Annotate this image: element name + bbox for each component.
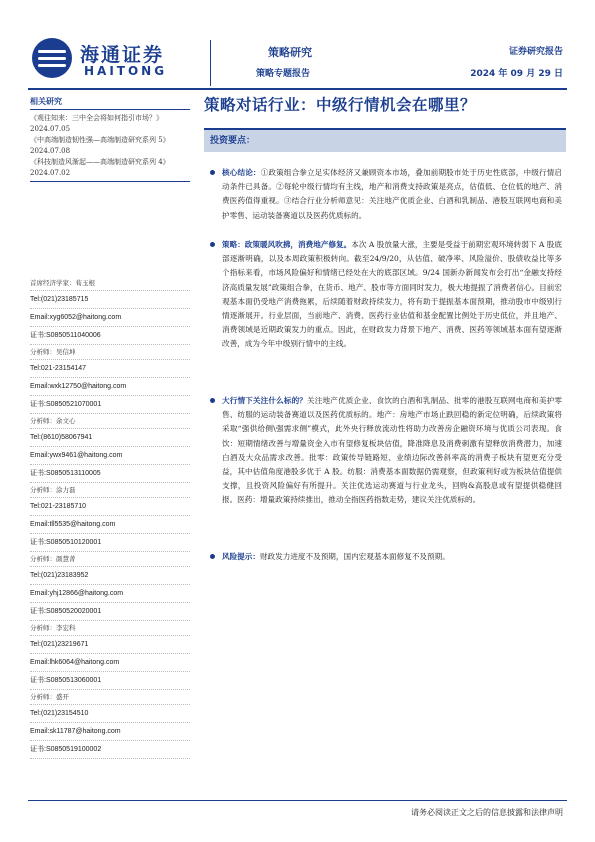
report-title: 策略对话行业：中级行情机会在哪里？ bbox=[204, 95, 477, 114]
analyst-email[interactable]: Email:sk11787@haitong.com bbox=[30, 723, 190, 741]
analyst-block bbox=[30, 621, 190, 690]
analyst-block bbox=[30, 483, 190, 552]
bullet-strategy bbox=[210, 238, 562, 352]
analyst-role: 分析师：余文心 bbox=[30, 414, 190, 429]
bullet-dot-icon bbox=[210, 554, 215, 559]
related-divider bbox=[30, 181, 190, 182]
analyst-cert: 证书:S0850513060001 bbox=[30, 672, 190, 690]
bullet-dot-icon bbox=[210, 170, 215, 175]
key-points-box bbox=[204, 128, 566, 648]
report-subcategory: 策略专题报告 bbox=[256, 69, 311, 79]
analyst-cert: 证书:S0850519100002 bbox=[30, 741, 190, 759]
analyst-role: 分析师：吴信坤 bbox=[30, 345, 190, 360]
analyst-email[interactable]: Email:xyg6052@haitong.com bbox=[30, 309, 190, 327]
report-type: 证券研究报告 bbox=[508, 47, 563, 57]
bullet-stock-focus bbox=[210, 394, 562, 508]
bullet-core-conclusion bbox=[210, 166, 562, 223]
analyst-email[interactable]: Email:tll5535@haitong.com bbox=[30, 516, 190, 534]
footer-rule bbox=[28, 800, 567, 801]
analyst-tel: Tel:021-23154147 bbox=[30, 360, 190, 378]
bullet-body: 财政发力进度不及预期，国内宏观基本面修复不及预期。 bbox=[259, 552, 450, 561]
analyst-cert: 证书:S0850521070001 bbox=[30, 396, 190, 414]
related-item[interactable]: 《观往知来：三中全会将如何指引市场？》2024.07.05 bbox=[30, 114, 163, 133]
bullet-dot-icon bbox=[210, 398, 215, 403]
logo-english-text: HAITONG bbox=[84, 64, 168, 78]
analyst-role: 首席经济学家：荀玉根 bbox=[30, 276, 190, 291]
related-research bbox=[30, 96, 190, 182]
analyst-role: 分析师：涂力磊 bbox=[30, 483, 190, 498]
bullet-lead: 策略：政策暖风吹拂，消费地产修复。 bbox=[222, 240, 352, 249]
analyst-cert: 证书:S0850510120001 bbox=[30, 534, 190, 552]
analyst-block bbox=[30, 345, 190, 414]
logo-chinese-text: 海通证券 bbox=[80, 44, 165, 66]
header-rule bbox=[28, 88, 567, 90]
related-item[interactable]: 《中高端制造韧性强—高端制造研究系列 5》2024.07.08 bbox=[30, 136, 170, 155]
analyst-role: 分析师：李宏科 bbox=[30, 621, 190, 636]
logo-mark-icon bbox=[32, 38, 72, 78]
analyst-email[interactable]: Email:lhk6064@haitong.com bbox=[30, 654, 190, 672]
analyst-email[interactable]: Email:yhj12866@haitong.com bbox=[30, 585, 190, 603]
bullet-lead: 大行情下关注什么标的？ bbox=[222, 396, 308, 405]
analyst-tel: Tel:(021)23183952 bbox=[30, 567, 190, 585]
analyst-tel: Tel:(021)23154510 bbox=[30, 705, 190, 723]
haitong-logo bbox=[28, 36, 198, 84]
analyst-tel: Tel:021-23185710 bbox=[30, 498, 190, 516]
related-item[interactable]: 《科技制造风渐起——高端制造研究系列 4》2024.07.02 bbox=[30, 158, 170, 177]
bullet-dot-icon bbox=[210, 242, 215, 247]
related-research-title: 相关研究 bbox=[30, 96, 190, 110]
bullet-risk-warning bbox=[210, 550, 562, 564]
analyst-cert: 证书:S0850511040006 bbox=[30, 327, 190, 345]
analyst-cert: 证书:S0850513110005 bbox=[30, 465, 190, 483]
analyst-email[interactable]: Email:wxk12750@haitong.com bbox=[30, 378, 190, 396]
bullet-lead: 风险提示： bbox=[222, 552, 260, 561]
analyst-block bbox=[30, 414, 190, 483]
footer-disclaimer: 请务必阅读正文之后的信息披露和法律声明 bbox=[411, 808, 563, 817]
analyst-cert: 证书:S0850520020001 bbox=[30, 603, 190, 621]
header-divider bbox=[210, 40, 211, 86]
bullet-body: 关注地产优质企业、食饮的白酒和乳制品、批零的港股互联网电商和美护零售、纺服的运动装备赛道以及医药优质标的。地产：房地产市场止跌回稳的新定位明确，后续政策将采取“强供给侧\强需求侧”模式，此外央行释放流动性将助力改善房企融资环境与优质公司表现。食饮：短期情绪改善与增量资金入市有望修复板块估值，降准降息及消费刺激有望释放消费潜力，加速白酒及大众品需求改善。批零：政策传导链路短、业绩边际改善斜率高的消费子板块有望更充分受益，其中估值角度港股多优于 A 股。纺服：消费基本面数据仍需观察，但政策利好或为板块估值提供支撑，且投资风险偏好有所提升。关注优选运动赛道与行业龙头，回购&高股息或有望提供稳健回报。医药：增量政策持续推出，推动全指医药指数走势，建议关注优质标的。 bbox=[222, 396, 563, 505]
report-category: 策略研究 bbox=[268, 46, 312, 59]
bullet-body: ①政策组合拳立足实体经济又兼顾资本市场，叠加前期股市处于历史性底部，中级行情启动条件已具备。②每轮中级行情均有主线，地产和消费支持政策是亮点，估值低、仓位低的地产、消费医药值得重视。③结合行业分析师意见：关注地产优质企业、白酒和乳制品、港股互联网电商和美护零售、运动装备赛道以及医药优质标的。 bbox=[222, 168, 562, 220]
analyst-tel: Tel:(021)23185715 bbox=[30, 291, 190, 309]
analyst-role: 分析师：颜慧菁 bbox=[30, 552, 190, 567]
analyst-block bbox=[30, 552, 190, 621]
analyst-email[interactable]: Email:ywx9461@haitong.com bbox=[30, 447, 190, 465]
bullet-lead: 核心结论： bbox=[222, 168, 261, 177]
report-date: 2024 年 09 月 29 日 bbox=[470, 69, 563, 79]
analyst-tel: Tel:(8610)58067941 bbox=[30, 429, 190, 447]
analyst-role: 分析师：盛开 bbox=[30, 690, 190, 705]
analyst-list bbox=[30, 276, 190, 759]
key-points-header bbox=[204, 128, 566, 152]
key-points-title: 投资要点： bbox=[210, 136, 256, 146]
analyst-block bbox=[30, 276, 190, 345]
analyst-block bbox=[30, 690, 190, 759]
bullet-body: 本次 A 股放量大涨，主要是受益于前期宏观环境转弱下 A 股底部逐渐明确，以及本周政策积极转向。截至24/9/20，从估值、破净率、风险溢价、股债收益比等多个指标来看，市场风险偏好和情绪已经处在大的底部区域。9/24 国新办新闻发布会打出“金融支持经济高质量发展”政策组合拳，在货币、地产、股市等方面同时发力，极大地提振了消费者信心。目前宏观基本面仍受地产消费拖累，后续随着财政持续发力，将有助于提振基本面预期，推动股市中级别行情逐渐展开。行业层面，当前地产、消费、医药行业估值和基金配置比例处于历史低位，并且地产、消费领域是近期政策发力的重点。因此，在财政发力背景下地产、消费、医药等领域基本面有望逐渐改善，成为今年中级别行情中的主线。 bbox=[222, 240, 563, 349]
related-research-list bbox=[30, 113, 190, 179]
analyst-tel: Tel:(021)23219671 bbox=[30, 636, 190, 654]
